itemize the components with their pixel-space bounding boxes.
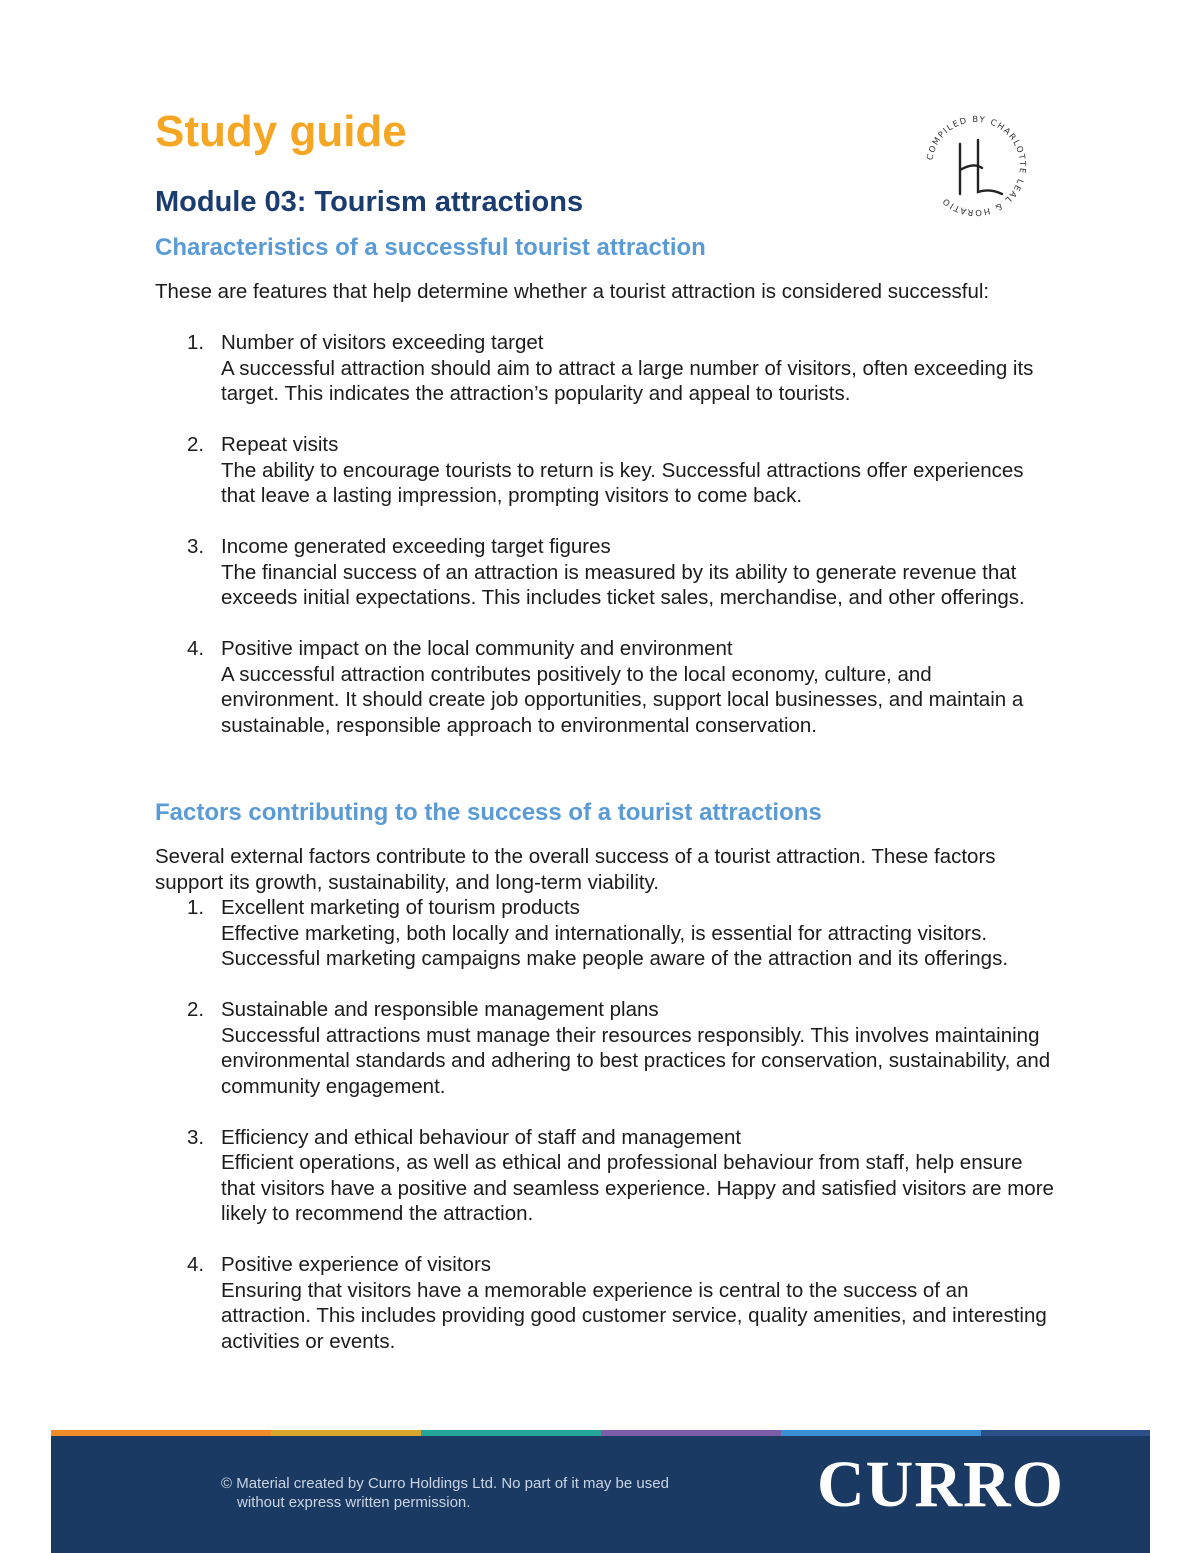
stripe-teal <box>421 1430 601 1436</box>
item-title: Sustainable and responsible management plans <box>221 998 659 1021</box>
footer-banner <box>51 1430 1150 1553</box>
factors-list <box>155 895 1055 1380</box>
item-title: Excellent marketing of tourism products <box>221 896 580 919</box>
item-description: Efficient operations, as well as ethical and professional behaviour from staff, help ensure that visitors have a positive and seamless experience. Happy and satisfied visitors are more likely to recommend the attraction. <box>221 1151 1054 1225</box>
copyright-line-1: © Material created by Curro Holdings Ltd. No part of it may be used <box>221 1475 669 1492</box>
list-item <box>155 432 1055 509</box>
list-number: 1. <box>187 896 205 919</box>
item-description: The financial success of an attraction is measured by its ability to generate revenue that exceeds initial expectations. This includes ticket sales, merchandise, and other offerings. <box>221 560 1025 609</box>
item-title: Repeat visits <box>221 433 339 456</box>
stripe-gold <box>271 1430 421 1436</box>
list-item <box>155 1252 1055 1354</box>
module-title: Module 03: Tourism attractions <box>155 186 584 218</box>
svg-text:COMPILED BY CHARLOTTE LEAL & H: COMPILED BY CHARLOTTE LEAL & HORATIO <box>924 113 1029 219</box>
item-title: Efficiency and ethical behaviour of staff and management <box>221 1125 742 1149</box>
item-description: Ensuring that visitors have a memorable experience is central to the success of an attraction. This includes providing good customer service, quality amenities, and interesting activities or events. <box>221 1278 1047 1353</box>
item-description: A successful attraction should aim to attract a large number of visitors, often exceeding its target. This indicates the attraction’s popularity and appeal to tourists. <box>221 356 1034 405</box>
list-number: 3. <box>187 1125 205 1149</box>
item-title: Income generated exceeding target figures <box>221 535 611 558</box>
item-description: Effective marketing, both locally and internationally, is essential for attracting visitors. Successful marketing campaigns make people aware of the attraction and its offerings. <box>221 921 1009 970</box>
copyright-notice <box>221 1474 781 1512</box>
list-number: 4. <box>187 1253 205 1276</box>
item-description: The ability to encourage tourists to return is key. Successful attractions offer experiences that leave a lasting impression, prompting visitors to come back. <box>221 458 1024 507</box>
list-number: 1. <box>187 331 205 354</box>
list-item <box>155 1125 1055 1227</box>
characteristics-list <box>155 330 1055 764</box>
item-title: Positive impact on the local community and environment <box>221 637 733 660</box>
stripe-purple <box>601 1430 781 1436</box>
list-number: 2. <box>187 998 205 1021</box>
list-item <box>155 997 1055 1099</box>
list-item <box>155 534 1055 611</box>
curro-logo: CURRO <box>817 1448 1064 1521</box>
item-description: Successful attractions must manage their resources responsibly. This involves maintaining environmental standards and adhering to best practices for conservation, sustainability, and community engagement. <box>221 1023 1051 1098</box>
list-number: 3. <box>187 535 205 558</box>
item-description: A successful attraction contributes positively to the local economy, culture, and environment. It should create job opportunities, support local businesses, and maintain a sustainable, responsible approach to environmental conservation. <box>221 662 1024 737</box>
page-title: Study guide <box>155 107 407 156</box>
section-intro-characteristics: These are features that help determine whether a tourist attraction is considered successful: <box>155 280 990 303</box>
compiled-by-stamp <box>918 108 1034 224</box>
section-heading-characteristics: Characteristics of a successful tourist attraction <box>155 234 706 261</box>
list-item <box>155 895 1055 972</box>
list-item <box>155 636 1055 738</box>
list-item <box>155 330 1055 407</box>
section-heading-factors: Factors contributing to the success of a tourist attractions <box>155 799 822 826</box>
list-number: 2. <box>187 433 205 456</box>
stripe-navy <box>981 1430 1150 1436</box>
item-title: Positive experience of visitors <box>221 1253 492 1276</box>
list-number: 4. <box>187 637 205 660</box>
section-intro-factors: Several external factors contribute to the overall success of a tourist attraction. These factors support its growth, sustainability, and long-term viability. <box>155 845 996 894</box>
stripe-blue <box>781 1430 981 1436</box>
item-title: Number of visitors exceeding target <box>221 331 544 354</box>
copyright-line-2: without express written permission. <box>237 1494 471 1511</box>
